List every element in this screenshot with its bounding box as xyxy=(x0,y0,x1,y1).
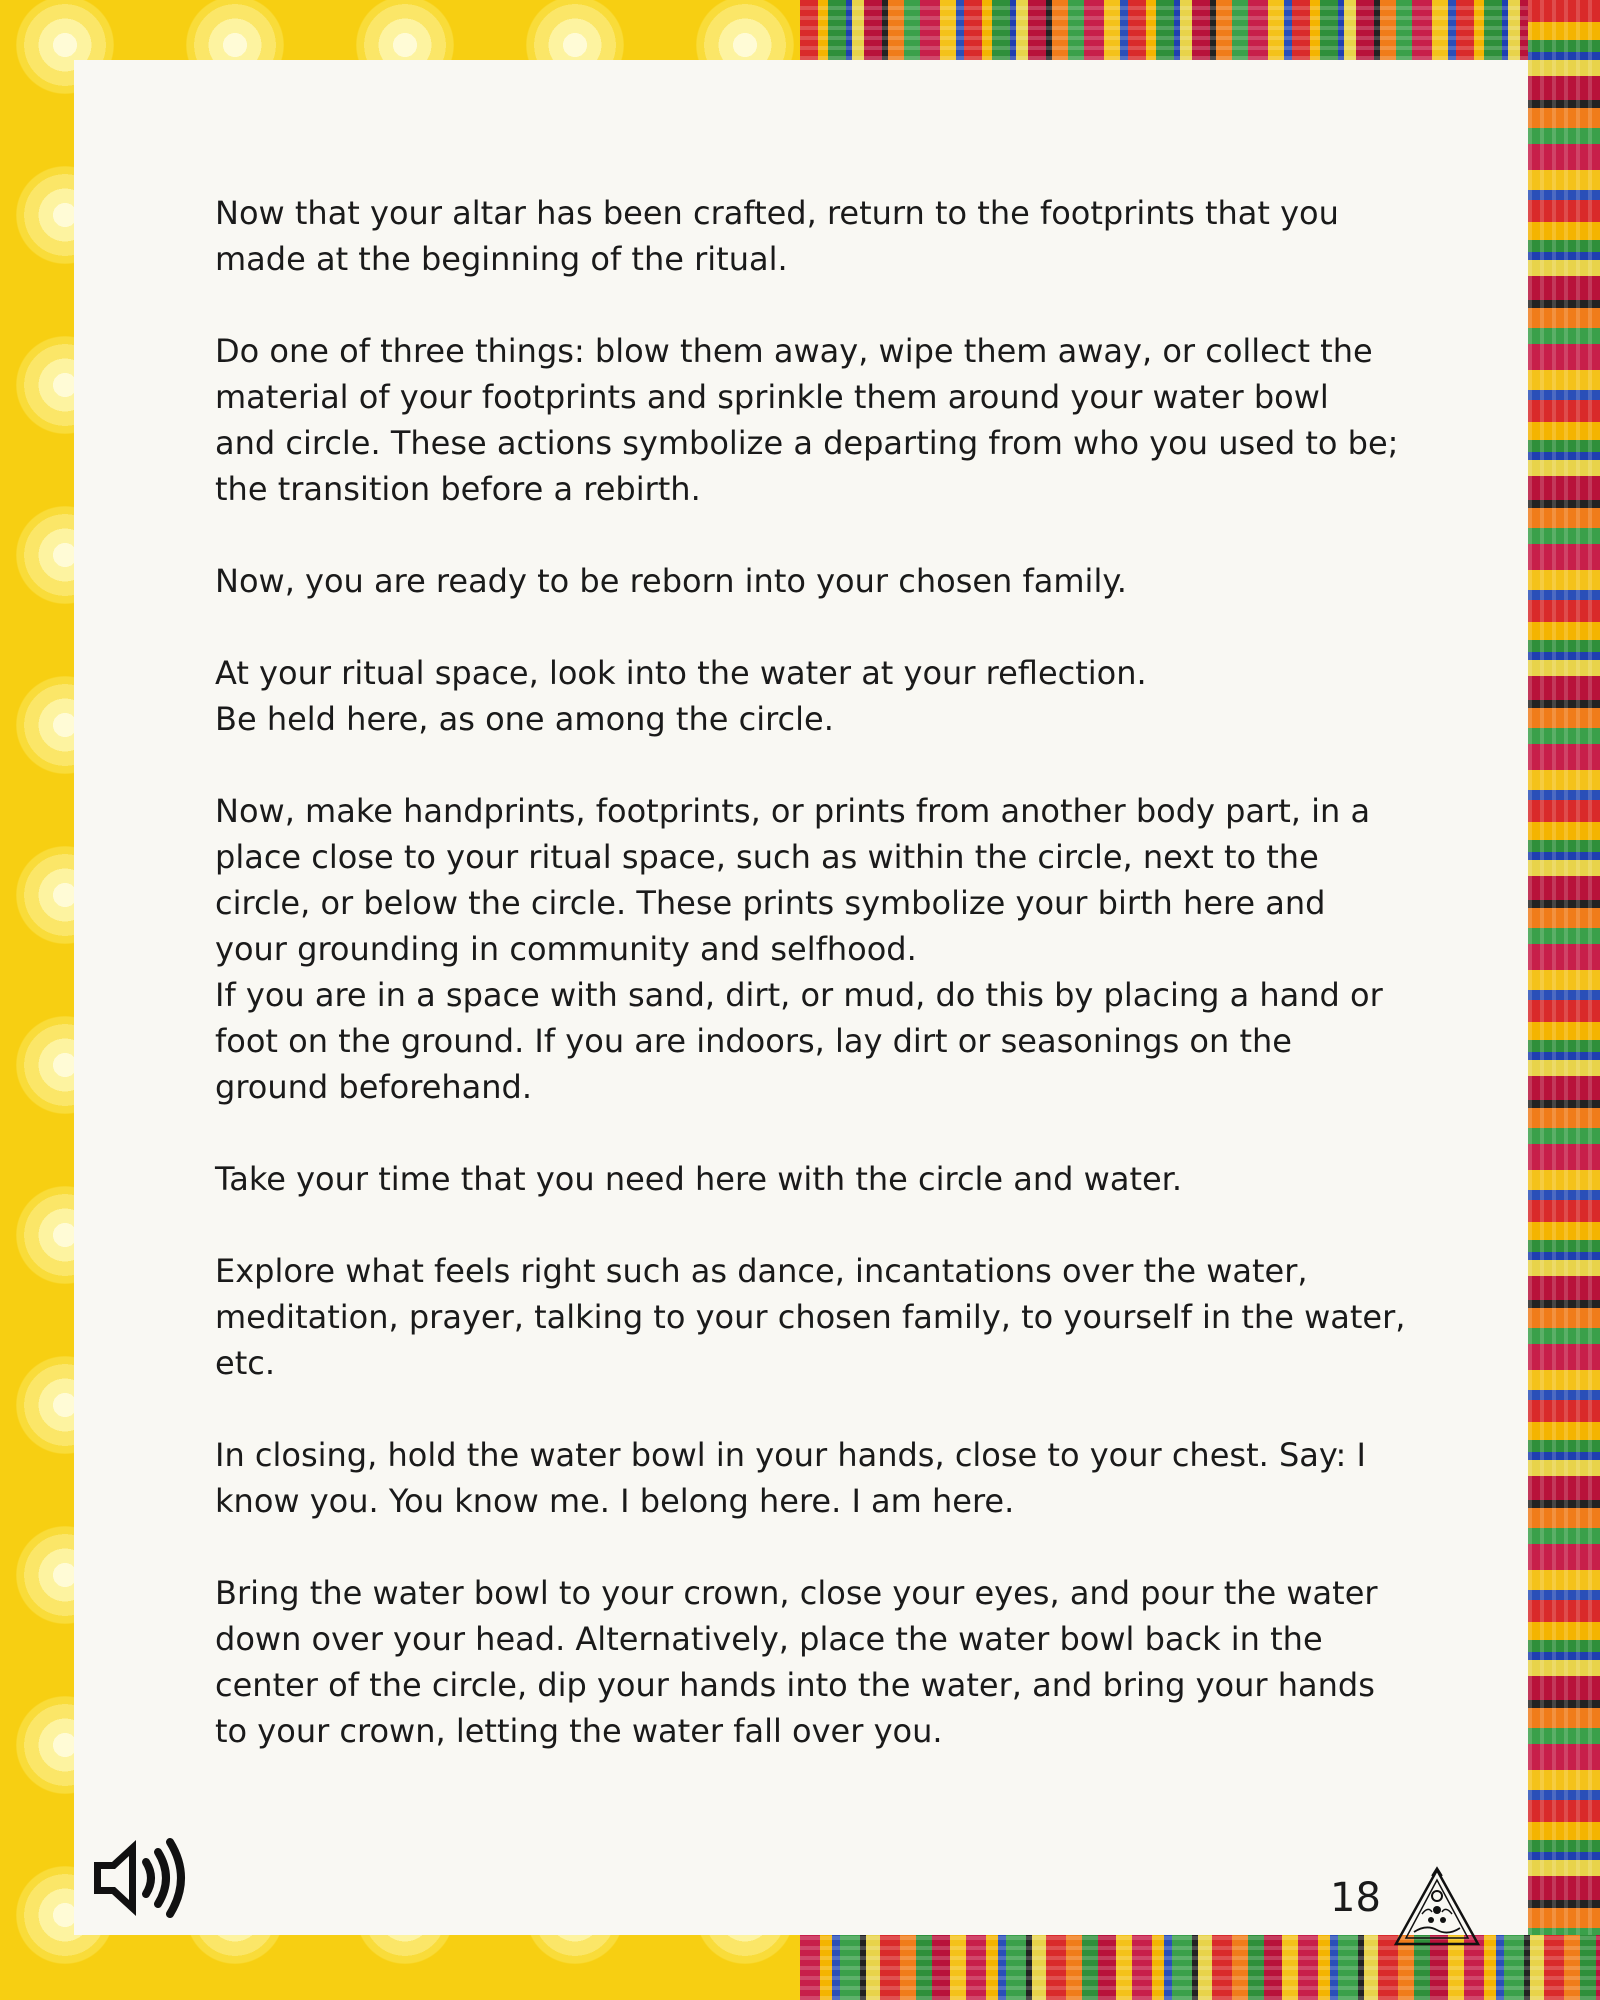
paragraph-1 xyxy=(215,190,1455,282)
text-line: Now, make handprints, footprints, or prints from another body part, in a xyxy=(215,792,1371,830)
text-line: Now, you are ready to be reborn into your chosen family. xyxy=(215,562,1127,600)
page-card xyxy=(74,60,1528,1935)
text-line: In closing, hold the water bowl in your hands, close to your chest. Say: I xyxy=(215,1436,1366,1474)
text-line: Explore what feels right such as dance, incantations over the water, xyxy=(215,1252,1308,1290)
text-line: the transition before a rebirth. xyxy=(215,470,701,508)
text-line: Be held here, as one among the circle. xyxy=(215,700,834,738)
text-line: know you. You know me. I belong here. I am here. xyxy=(215,1482,1015,1520)
paragraph-4 xyxy=(215,650,1455,742)
text-line: At your ritual space, look into the water at your reflection. xyxy=(215,654,1147,692)
paragraph-7 xyxy=(215,1248,1455,1386)
text-line: etc. xyxy=(215,1344,275,1382)
text-line: place close to your ritual space, such as within the circle, next to the xyxy=(215,838,1319,876)
body-text xyxy=(215,190,1455,1800)
text-line: and circle. These actions symbolize a departing from who you used to be; xyxy=(215,424,1399,462)
paragraph-9 xyxy=(215,1570,1455,1754)
text-line: Take your time that you need here with the circle and water. xyxy=(215,1160,1183,1198)
kente-border-top xyxy=(800,0,1600,60)
paragraph-8 xyxy=(215,1432,1455,1524)
text-line: Do one of three things: blow them away, wipe them away, or collect the xyxy=(215,332,1373,370)
text-line: your grounding in community and selfhood. xyxy=(215,930,917,968)
text-line: meditation, prayer, talking to your chosen family, to yourself in the water, xyxy=(215,1298,1406,1336)
text-line: ground beforehand. xyxy=(215,1068,533,1106)
text-line: down over your head. Alternatively, place the water bowl back in the xyxy=(215,1620,1323,1658)
paragraph-6 xyxy=(215,1156,1455,1202)
page-number: 18 xyxy=(1330,1875,1381,1921)
text-line: center of the circle, dip your hands into the water, and bring your hands xyxy=(215,1666,1375,1704)
text-line: Bring the water bowl to your crown, close your eyes, and pour the water xyxy=(215,1574,1378,1612)
text-line: made at the beginning of the ritual. xyxy=(215,240,788,278)
text-line: Now that your altar has been crafted, return to the footprints that you xyxy=(215,194,1339,232)
text-line: circle, or below the circle. These prints symbolize your birth here and xyxy=(215,884,1326,922)
paragraph-5 xyxy=(215,788,1455,1110)
kente-border-right xyxy=(1528,0,1600,2000)
text-line: If you are in a space with sand, dirt, or mud, do this by placing a hand or xyxy=(215,976,1383,1014)
paragraph-2 xyxy=(215,328,1455,512)
paragraph-3 xyxy=(215,558,1455,604)
text-line: foot on the ground. If you are indoors, lay dirt or seasonings on the xyxy=(215,1022,1292,1060)
text-line: to your crown, letting the water fall over you. xyxy=(215,1712,943,1750)
text-line: material of your footprints and sprinkle them around your water bowl xyxy=(215,378,1329,416)
speaker-volume-icon[interactable] xyxy=(90,1832,190,1924)
triangle-emblem-icon xyxy=(1392,1866,1482,1948)
